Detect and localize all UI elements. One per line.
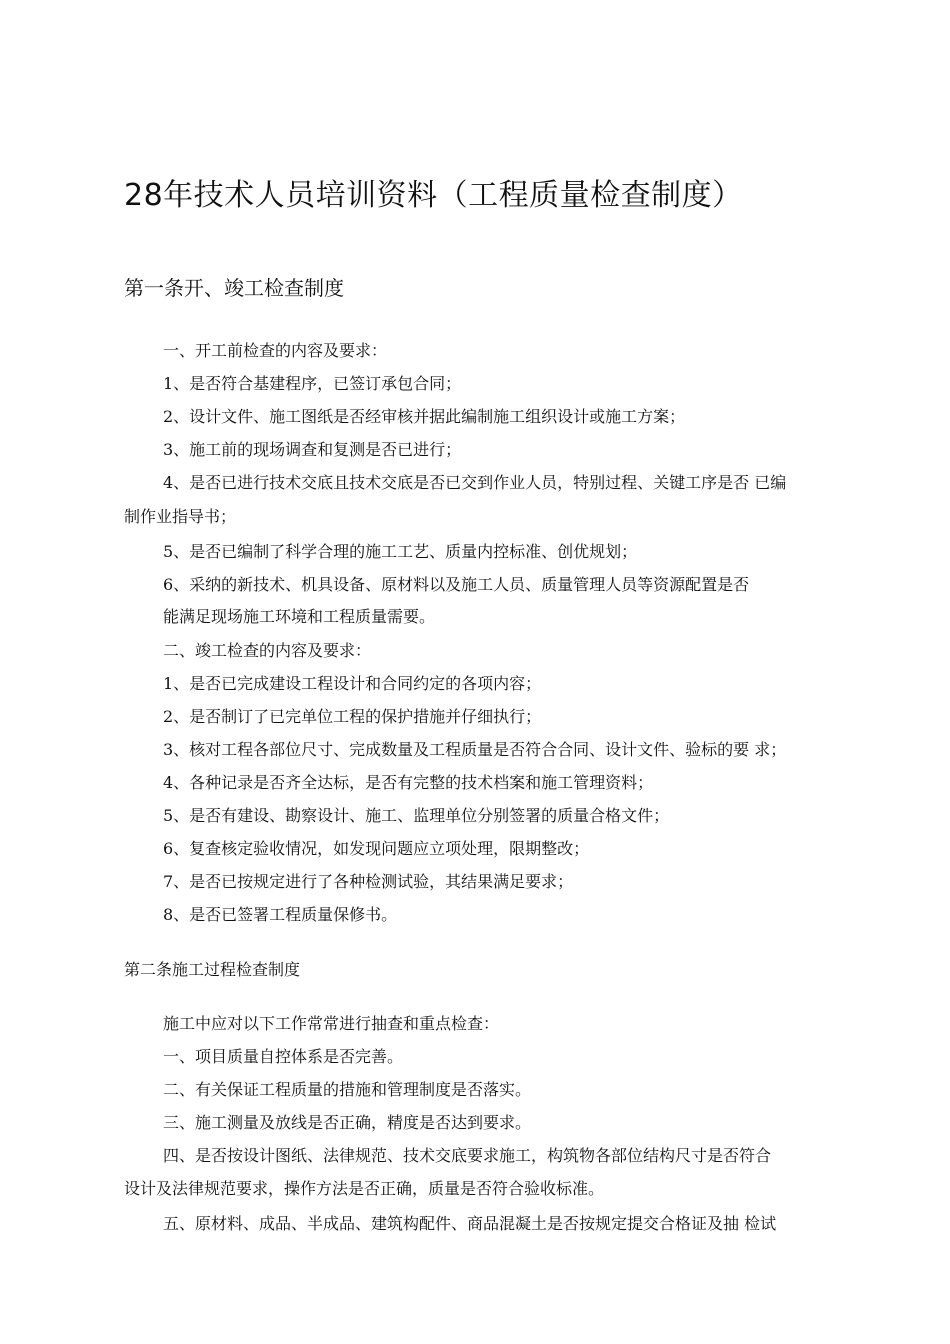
article2-item: 五、原材料、成品、半成品、建筑构配件、商品混凝土是否按规定提交合格证及抽 检试 [163, 1214, 777, 1233]
part2-item: 8、是否已签署工程质量保修书。 [163, 905, 398, 924]
article2-heading: 第二条施工过程检查制度 [124, 960, 301, 979]
part2-item: 3、核对工程各部位尺寸、完成数量及工程质量是否符合合同、设计文件、验标的要 求； [163, 740, 787, 759]
article2-intro: 施工中应对以下工作常常进行抽查和重点检查： [163, 1014, 500, 1033]
article2-item: 三、施工测量及放线是否正确，精度是否达到要求。 [163, 1113, 532, 1132]
article2-item: 一、项目质量自控体系是否完善。 [163, 1047, 404, 1066]
part1-item: 3、施工前的现场调查和复测是否已进行； [163, 440, 462, 459]
part1-item: 4、是否已进行技术交底且技术交底是否已交到作业人员，特别过程、关键工序是否 已编 [163, 473, 787, 492]
part2-title: 二、竣工检查的内容及要求： [163, 641, 372, 660]
part1-title: 一、开工前检查的内容及要求： [163, 341, 388, 360]
part1-item-continued: 能满足现场施工环境和工程质量需要。 [163, 607, 436, 626]
part2-item: 5、是否有建设、勘察设计、施工、监理单位分别签署的质量合格文件； [163, 806, 670, 825]
part1-item-continued: 制作业指导书； [124, 507, 237, 526]
article1-heading: 第一条开、竣工检查制度 [124, 276, 344, 300]
article2-item-continued: 设计及法律规范要求，操作方法是否正确，质量是否符合验收标准。 [124, 1179, 605, 1198]
article2-item: 二、有关保证工程质量的措施和管理制度是否落实。 [163, 1080, 532, 1099]
part2-item: 6、复查核定验收情况，如发现问题应立项处理，限期整改； [163, 839, 590, 858]
part2-item: 2、是否制订了已完单位工程的保护措施并仔细执行； [163, 707, 542, 726]
part1-item: 6、采纳的新技术、机具设备、原材料以及施工人员、质量管理人员等资源配置是否 [163, 575, 750, 594]
part1-item: 1、是否符合基建程序，已签订承包合同； [163, 374, 462, 393]
document-title: 28年技术人员培训资料（工程质量检查制度） [124, 178, 743, 213]
part2-item: 7、是否已按规定进行了各种检测试验，其结果满足要求； [163, 872, 574, 891]
part2-item: 1、是否已完成建设工程设计和合同约定的各项内容； [163, 674, 542, 693]
part1-item: 2、设计文件、施工图纸是否经审核并据此编制施工组织设计或施工方案； [163, 407, 686, 426]
article2-item: 四、是否按设计图纸、法律规范、技术交底要求施工，构筑物各部位结构尺寸是否符合 [163, 1146, 772, 1165]
part1-item: 5、是否已编制了科学合理的施工工艺、质量内控标准、创优规划； [163, 542, 638, 561]
part2-item: 4、各种记录是否齐全达标，是否有完整的技术档案和施工管理资料； [163, 773, 654, 792]
